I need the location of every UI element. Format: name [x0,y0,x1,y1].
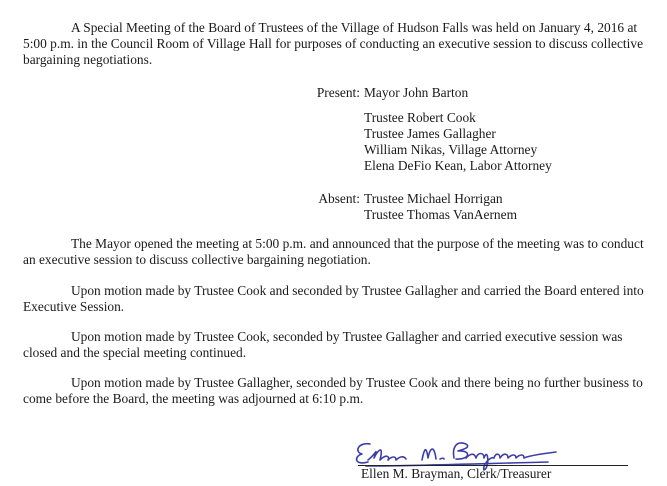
motion-close-paragraph: Upon motion made by Trustee Cook, seconded by Trustee Gallagher and carried executive session was closed and the special meeting continued. [23,329,623,360]
adjourn-paragraph: Upon motion made by Trustee Gallagher, seconded by Trustee Cook and there being no further business to come before the Board, the meeting was adjourned at 6:10 p.m. [23,375,643,406]
absent-label: Absent: [318,191,360,206]
absent-member: Trustee Michael Horrigan [364,191,503,206]
intro-paragraph: A Special Meeting of the Board of Trustees of the Village of Hudson Falls was held on January 4, 2016 at 5:00 p.m. in the Council Room of Village Hall for purposes of conducting an executive session to discuss collective bargaining negotiations. [23,20,644,67]
motion-enter-paragraph: Upon motion made by Trustee Cook and seconded by Trustee Gallagher and carried the Board entered into Executive Session. [23,283,644,314]
signatory-name: Ellen M. Brayman, Clerk/Treasurer [361,466,552,481]
present-member: William Nikas, Village Attorney [364,142,538,157]
present-label: Present: [316,85,360,100]
opening-paragraph: The Mayor opened the meeting at 5:00 p.m. and announced that the purpose of the meeting was to conduct an executive session to discuss collective bargaining negotiation. [23,236,644,267]
present-member: Elena DeFio Kean, Labor Attorney [364,158,552,173]
present-member: Trustee James Gallagher [364,126,496,141]
present-mayor: Mayor John Barton [364,85,469,100]
absent-list [310,191,517,223]
present-list [310,85,552,174]
absent-member: Trustee Thomas VanAernem [364,207,517,222]
present-member: Trustee Robert Cook [364,110,476,125]
